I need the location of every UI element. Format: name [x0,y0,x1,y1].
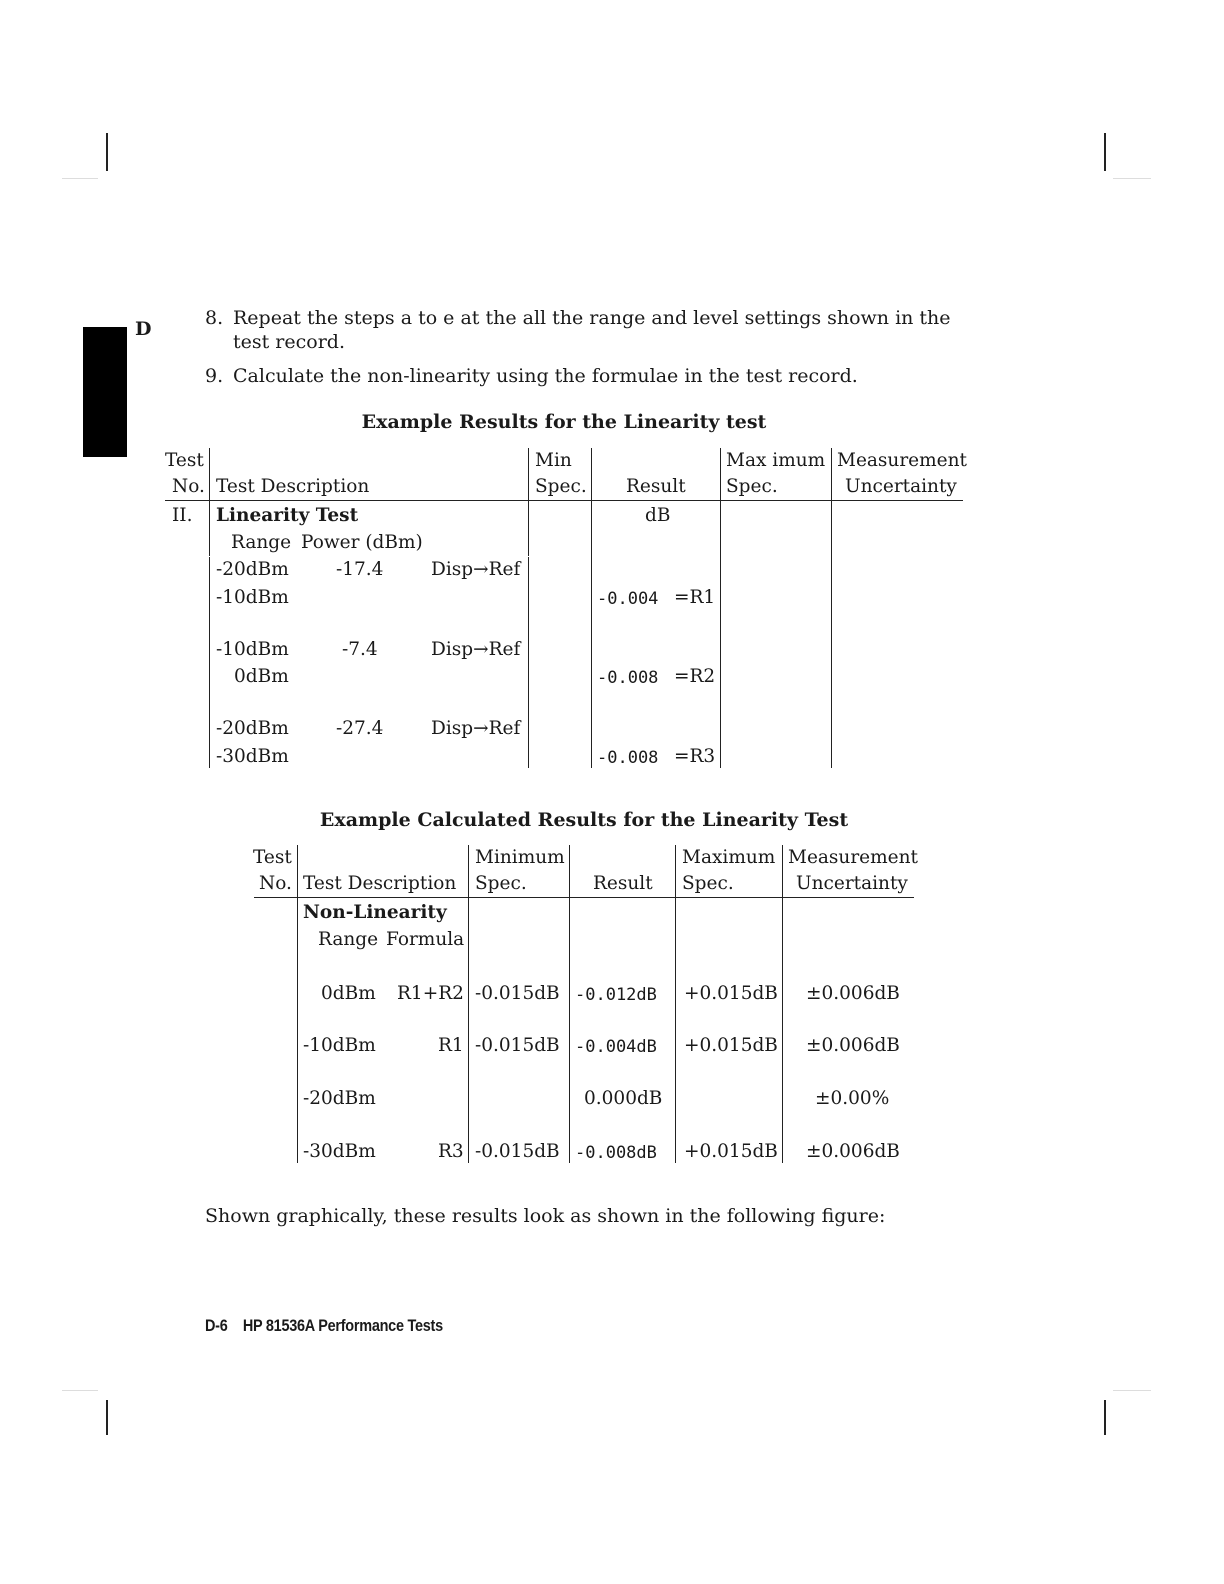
result-value: -0.008dB [575,1143,657,1163]
table-row: -20dBm [303,1088,376,1109]
result-value: 0.000dB [584,1088,663,1109]
step-number: 8. [205,307,224,329]
action-text: Disp→Ref [431,639,521,660]
action-text: Disp→Ref [431,718,521,739]
range-value: -30dBm [216,746,289,767]
formula-value: R1 [438,1035,464,1056]
table1-caption: Example Results for the Linearity test [361,411,767,433]
manual-title: HP 81536A Performance Tests [242,1316,443,1335]
col-header-max-spec: Max imum [726,450,826,471]
crop-mark [62,1390,98,1391]
uncertainty-value: ±0.006dB [806,1035,900,1056]
sub-header-power: Power (dBm) [301,532,423,553]
section-title: Non-Linearity [303,902,447,923]
table2-caption: Example Calculated Results for the Linearity Test [319,809,849,831]
col-header-test-no: Test [165,450,204,471]
page-number: D-6 [205,1316,228,1335]
range-value: -20dBm [216,559,289,580]
sub-header-formula: Formula [386,929,465,950]
col-header-result: Result [626,476,686,497]
crop-mark [106,133,108,171]
col-header-uncertainty: Uncertainty [796,873,908,894]
table-row: 0dBm [321,983,376,1004]
max-spec-value: +0.015dB [684,1141,778,1162]
uncertainty-value: ±0.00% [815,1088,890,1109]
result-label: =R2 [674,666,716,687]
result-label: =R3 [674,746,716,767]
result-value: -0.008 [597,668,659,688]
result-value: -0.004dB [575,1037,657,1057]
table-row: -30dBm [303,1141,376,1162]
col-header-min-spec: Spec. [475,873,527,894]
range-value: -10dBm [216,639,289,660]
col-header-test-no: No. [172,476,205,497]
result-value: -0.012dB [575,985,657,1005]
range-value: -10dBm [216,587,289,608]
range-value: -20dBm [216,718,289,739]
power-value: -7.4 [342,639,378,660]
result-unit: dB [645,505,671,526]
result-value: -0.008 [597,748,659,768]
power-value: -27.4 [336,718,384,739]
min-spec-value: -0.015dB [475,983,560,1004]
col-header-max-spec: Spec. [682,873,734,894]
table2-header-rule [254,897,914,898]
step-text: test record. [233,331,345,353]
col-header-min-spec: Min [535,450,572,471]
max-spec-value: +0.015dB [684,983,778,1004]
section-title: Linearity Test [216,505,359,526]
range-value: 0dBm [234,666,289,687]
section-tab [83,327,127,457]
col-header-max-spec: Maximum [682,847,776,868]
crop-mark [1104,1400,1106,1435]
section-tab-letter: D [135,318,152,340]
uncertainty-value: ±0.006dB [806,1141,900,1162]
col-header-min-spec: Minimum [475,847,565,868]
power-value: -17.4 [336,559,384,580]
col-header-description: Test Description [303,873,457,894]
crop-mark [62,178,98,179]
table-row: -10dBm [303,1035,376,1056]
sub-header-range: Range [231,532,292,553]
result-label: =R1 [674,587,716,608]
col-header-description: Test Description [216,476,370,497]
uncertainty-value: ±0.006dB [806,983,900,1004]
max-spec-value: +0.015dB [684,1035,778,1056]
col-header-max-spec: Spec. [726,476,778,497]
crop-mark [1113,1390,1151,1391]
sub-header-range: Range [318,929,379,950]
action-text: Disp→Ref [431,559,521,580]
formula-value: R3 [438,1141,464,1162]
formula-value: R1+R2 [397,983,464,1004]
col-header-uncertainty: Uncertainty [845,476,957,497]
crop-mark [1113,178,1151,179]
step-text: Calculate the non-linearity using the formulae in the test record. [233,365,858,387]
min-spec-value: -0.015dB [475,1035,560,1056]
result-value: -0.004 [597,589,659,609]
col-header-uncertainty: Measurement [837,450,967,471]
crop-mark [1104,133,1106,171]
table1-header-rule [165,500,963,501]
min-spec-value: -0.015dB [475,1141,560,1162]
col-header-uncertainty: Measurement [788,847,918,868]
col-header-result: Result [593,873,653,894]
section-number: II. [172,505,193,526]
crop-mark [106,1400,108,1435]
step-text: Repeat the steps a to e at the all the range and level settings shown in the [233,307,951,329]
page-footer [205,1316,458,1336]
col-header-test-no: No. [259,873,292,894]
step-number: 9. [205,365,224,387]
closing-text: Shown graphically, these results look as shown in the following figure: [205,1205,886,1227]
col-header-min-spec: Spec. [535,476,587,497]
col-header-test-no: Test [253,847,292,868]
